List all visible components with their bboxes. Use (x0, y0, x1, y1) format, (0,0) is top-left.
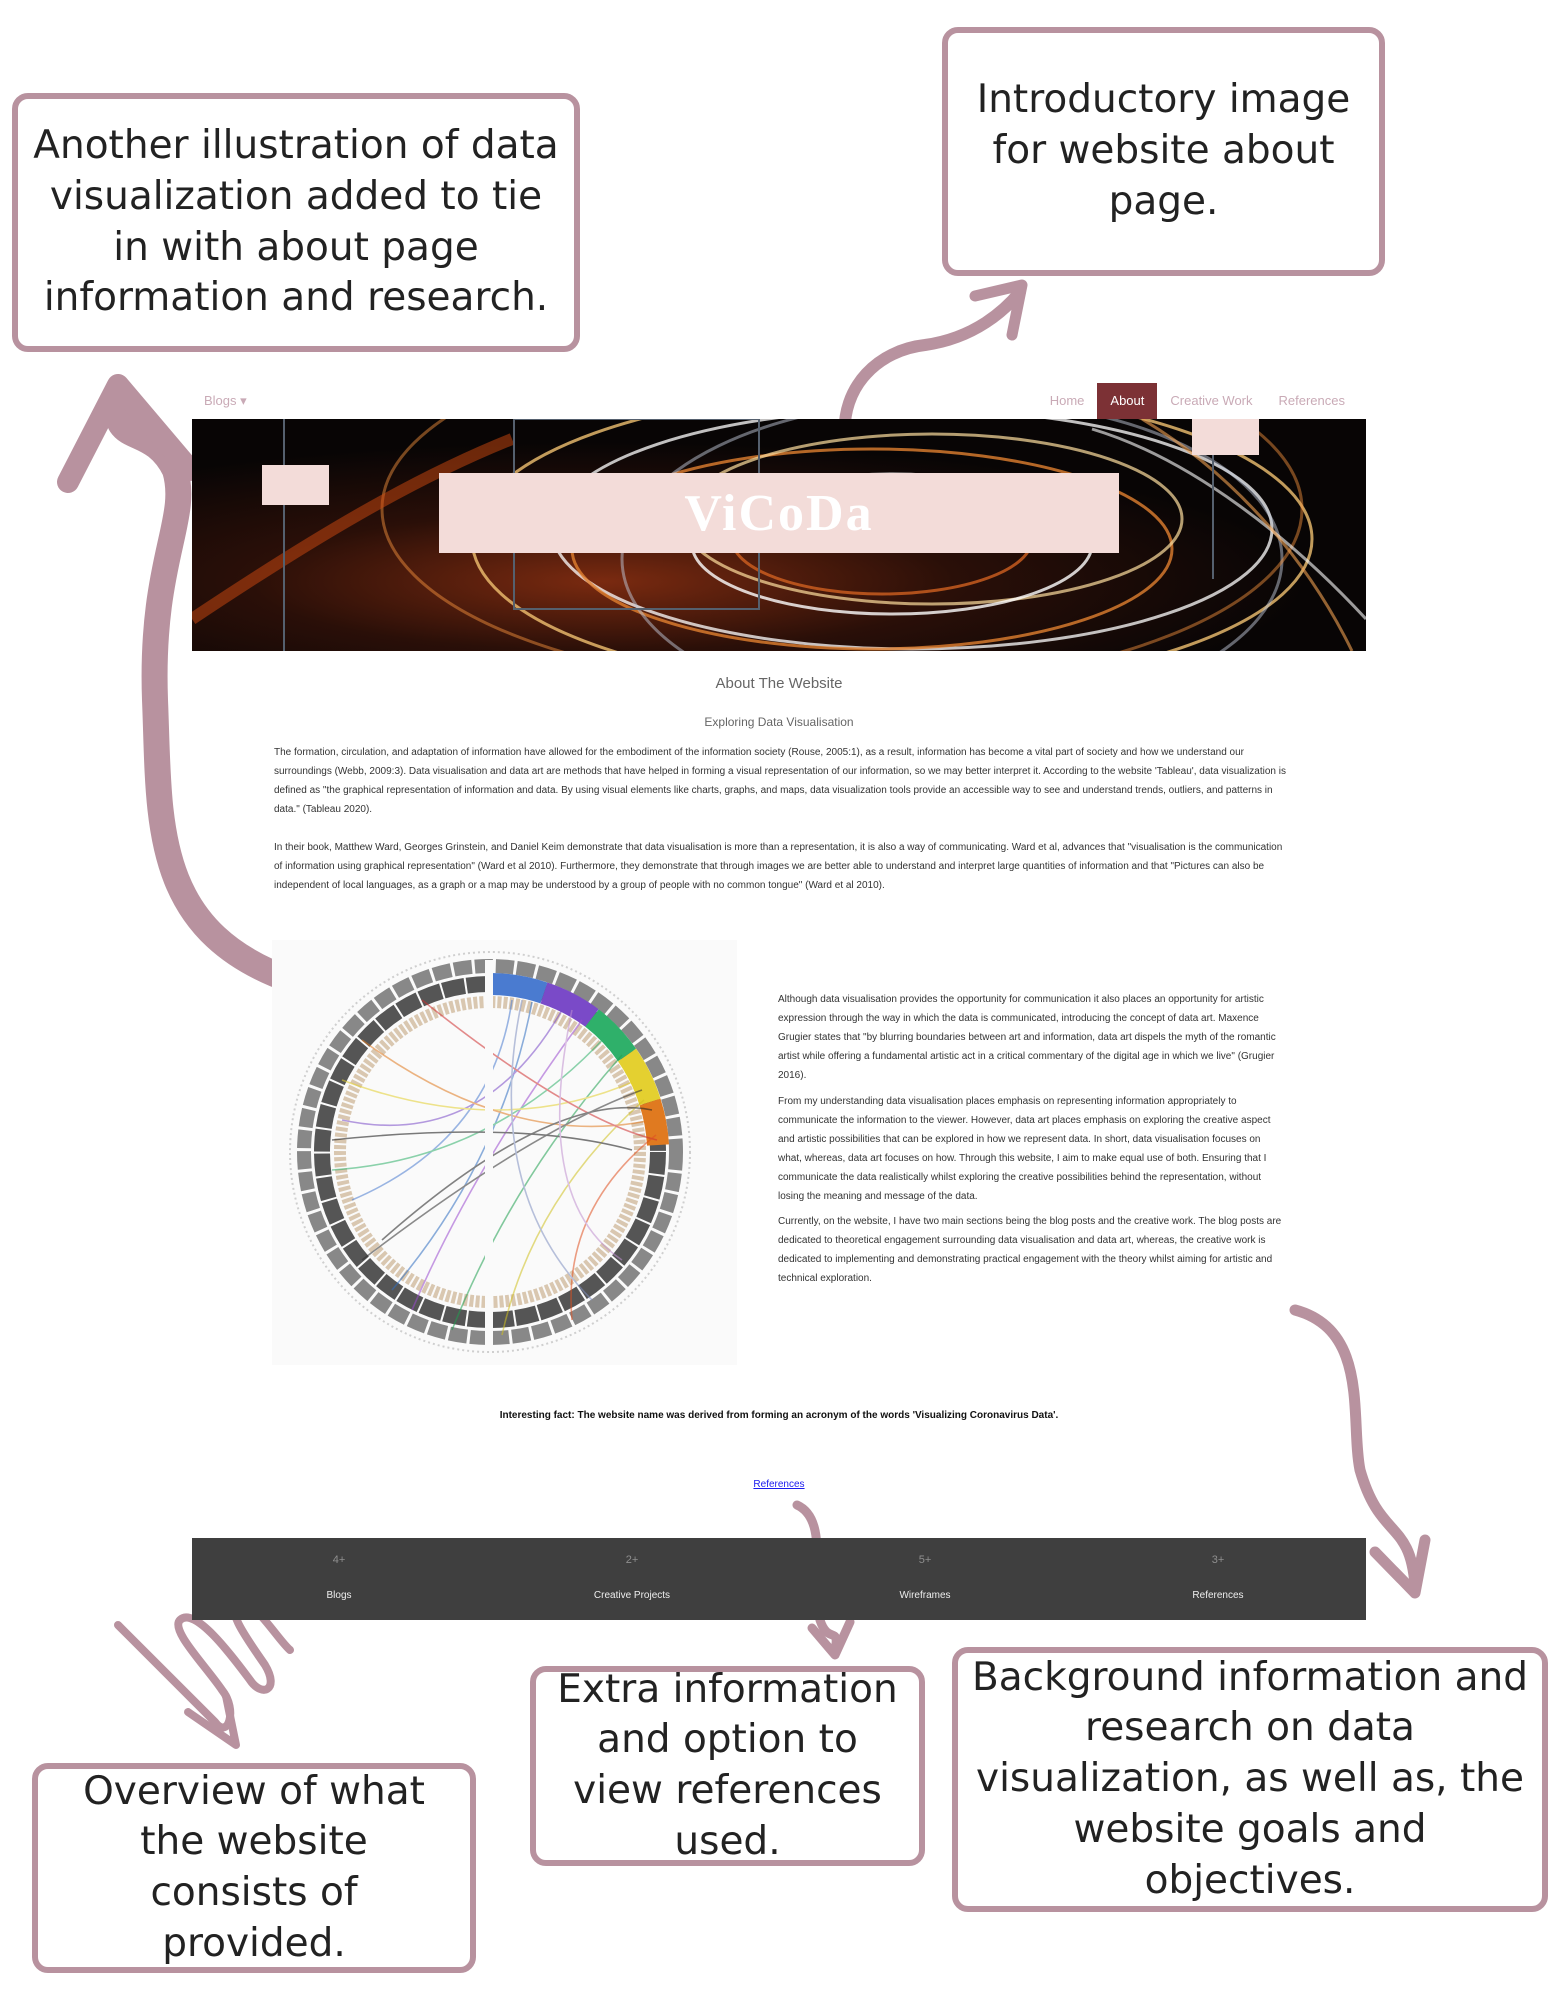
site-logo-title: ViCoDa (439, 473, 1119, 553)
callout-intro-image (942, 27, 1385, 276)
intro-paragraph-2: In their book, Matthew Ward, Georges Grinstein, and Daniel Keim demonstrate that data visualisation is more than a representation, it is also a way of communicating. Ward et al, advances that "visualisation is the communication of information using graphical representation" (Ward et al 2010). Furthermore, they demonstrate that through images we are better able to understand and interpret large quantities of information and that "Pictures can also be independent of local languages, as a graph or a map may be understood by a group of people with no common tongue" (Ward et al 2010). (274, 842, 1283, 891)
body-paragraph-5: Currently, on the website, I have two main sections being the blog posts and the creative work. The blog posts are dedicated to theoretical engagement surrounding data visualisation and data art, whereas, the creative work is dedicated to implementing and demonstrating practical engagement with the theory whilst aiming for artistic and technical exploration. (778, 1216, 1282, 1284)
stat-label: Blogs (326, 1590, 352, 1601)
callout-overview (32, 1763, 476, 1973)
stat-label: Wireframes (899, 1590, 951, 1601)
callout-illustration-text: Another illustration of data visualization added to tie in with about page information and research. (33, 123, 559, 321)
callout-illustration (12, 93, 580, 352)
callout-background-text: Background information and research on data visualization, as well as, the website goals and objectives. (972, 1654, 1528, 1903)
body-paragraph-4: From my understanding data visualisation places emphasis on representing information appropriately to communicate the information to the viewer. However, data art places emphasis on exploring the creative aspect and artistic possibilities that can be explored in how we represent data. In short, data visualisation focuses on what, whereas, data art focuses on how. Through this website, I aim to make equal use of both. Ensuring that I communicate the data realistically whilst exploring the creative possibilities behind the representation, without losing the meaning and message of the data. (778, 1096, 1271, 1202)
stat-label: References (1192, 1590, 1244, 1601)
caret-down-icon: ▾ (240, 393, 247, 408)
website-screenshot (192, 383, 1366, 1620)
stats-footer (192, 1538, 1366, 1620)
navbar (192, 383, 1366, 419)
nav-item-about[interactable]: About (1097, 383, 1157, 419)
callout-extra-info (530, 1666, 925, 1866)
callout-intro-image-text: Introductory image for website about page. (976, 77, 1351, 224)
callout-overview-text: Overview of what the website consists of provided. (83, 1768, 425, 1966)
banner-deco-box-right (1192, 419, 1259, 455)
page-title: About The Website (715, 675, 843, 692)
callout-background (952, 1647, 1548, 1912)
stat-count: 5+ (918, 1554, 932, 1566)
stat-label: Creative Projects (593, 1590, 671, 1601)
section-subtitle: Exploring Data Visualisation (704, 715, 854, 729)
stat-count: 4+ (332, 1554, 346, 1566)
nav-item-creative-work[interactable]: Creative Work (1170, 393, 1253, 408)
nav-menu (1037, 383, 1358, 419)
nav-item-references[interactable]: References (1278, 393, 1345, 408)
references-link[interactable]: References (753, 1479, 805, 1490)
chord-diagram-image (272, 940, 737, 1365)
callout-extra-info-text: Extra information and option to view references used. (557, 1666, 898, 1864)
stat-count: 3+ (1211, 1554, 1225, 1566)
body-paragraph-3: Although data visualisation provides the opportunity for communication it also places an opportunity for artistic expression through the way in which the data is communicated, introducing the concept of data art. Maxence Grugier states that "by blurring boundaries between art and information, data art dispels the myth of the romantic artist while offering a fundamental artistic act in a critical commentary of the digital age in which we live" (Grugier 2016). (778, 994, 1276, 1081)
nav-item-home[interactable]: Home (1049, 393, 1085, 408)
intro-paragraph-1: The formation, circulation, and adaptation of information have allowed for the embodiment of the information society (Rouse, 2005:1), as a result, information has become a vital part of society and how we understand our surroundings (Webb, 2009:3). Data visualisation and data art are methods that have helped in forming a visual representation of our information, so we may better interpret it. According to the website 'Tableau', data visualization is defined as "the graphical representation of information and data. By using visual elements like charts, graphs, and maps, data visualization tools provide an accessible way to see and understand trends, outliers, and patterns in data." (Tableau 2020). (274, 747, 1286, 815)
banner-image (192, 419, 1366, 651)
nav-blogs-label: Blogs (204, 393, 237, 408)
banner-deco-box-left (262, 465, 329, 505)
stat-count: 2+ (625, 1554, 639, 1566)
nav-blogs-dropdown[interactable] (204, 393, 247, 409)
interesting-fact: Interesting fact: The website name was derived from forming an acronym of the words 'Visualizing Coronavirus Data'. (499, 1410, 1059, 1421)
